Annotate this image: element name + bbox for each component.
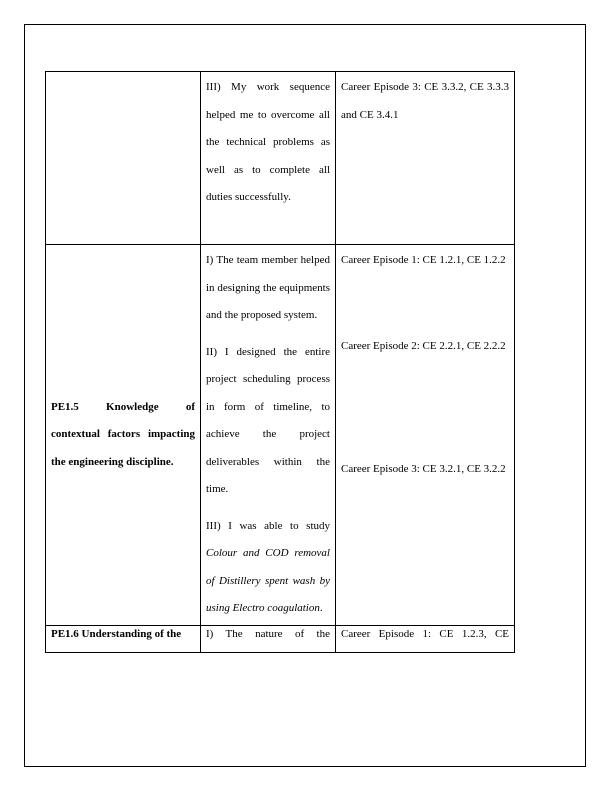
evidence-paragraph	[206, 513, 330, 623]
evidence-prefix: III) I was able to study	[206, 519, 330, 532]
competency-table	[45, 71, 515, 653]
pe-cell	[46, 72, 201, 245]
evidence-paragraph: I) The nature of the	[206, 627, 330, 640]
table-row	[46, 72, 515, 245]
evidence-cell	[201, 72, 336, 245]
career-episode-ref: Career Episode 3: CE 3.2.1, CE 3.2.2	[341, 463, 506, 475]
table-row	[46, 245, 515, 626]
career-episode-ref: Career Episode 3: CE 3.3.2, CE 3.3.3 and CE 3.4.1	[341, 81, 509, 121]
evidence-paragraph: III) My work sequence helped me to overcome all the technical problems as well as to complete all duties successfully.	[206, 81, 330, 203]
table-row	[46, 625, 515, 652]
pe-cell	[46, 245, 201, 626]
career-ref-cell	[336, 245, 515, 626]
pe-title: PE1.6 Understanding of the	[51, 627, 182, 640]
career-episode-ref: Career Episode 2: CE 2.2.1, CE 2.2.2	[341, 339, 506, 352]
pe-title: PE1.5 Knowledge of contextual factors impacting the engineering discipline.	[51, 400, 195, 468]
career-episode-ref: Career Episode 1: CE 1.2.3, CE	[341, 627, 509, 640]
evidence-cell	[201, 245, 336, 626]
career-episode-ref: Career Episode 1: CE 1.2.1, CE 1.2.2	[341, 254, 506, 266]
evidence-cell	[201, 625, 336, 652]
pe-cell	[46, 625, 201, 652]
evidence-suffix: .	[319, 602, 323, 614]
evidence-paragraph: II) I designed the entire project scheduling process in form of timeline, to achieve the project deliverables within the time.	[206, 345, 330, 495]
career-ref-cell	[336, 625, 515, 652]
career-ref-cell	[336, 72, 515, 245]
evidence-paragraph: I) The team member helped in designing the equipments and the proposed system.	[206, 254, 330, 321]
evidence-italic-title: Colour and COD removal of Distillery spent wash by using Electro coagulation	[206, 547, 330, 614]
